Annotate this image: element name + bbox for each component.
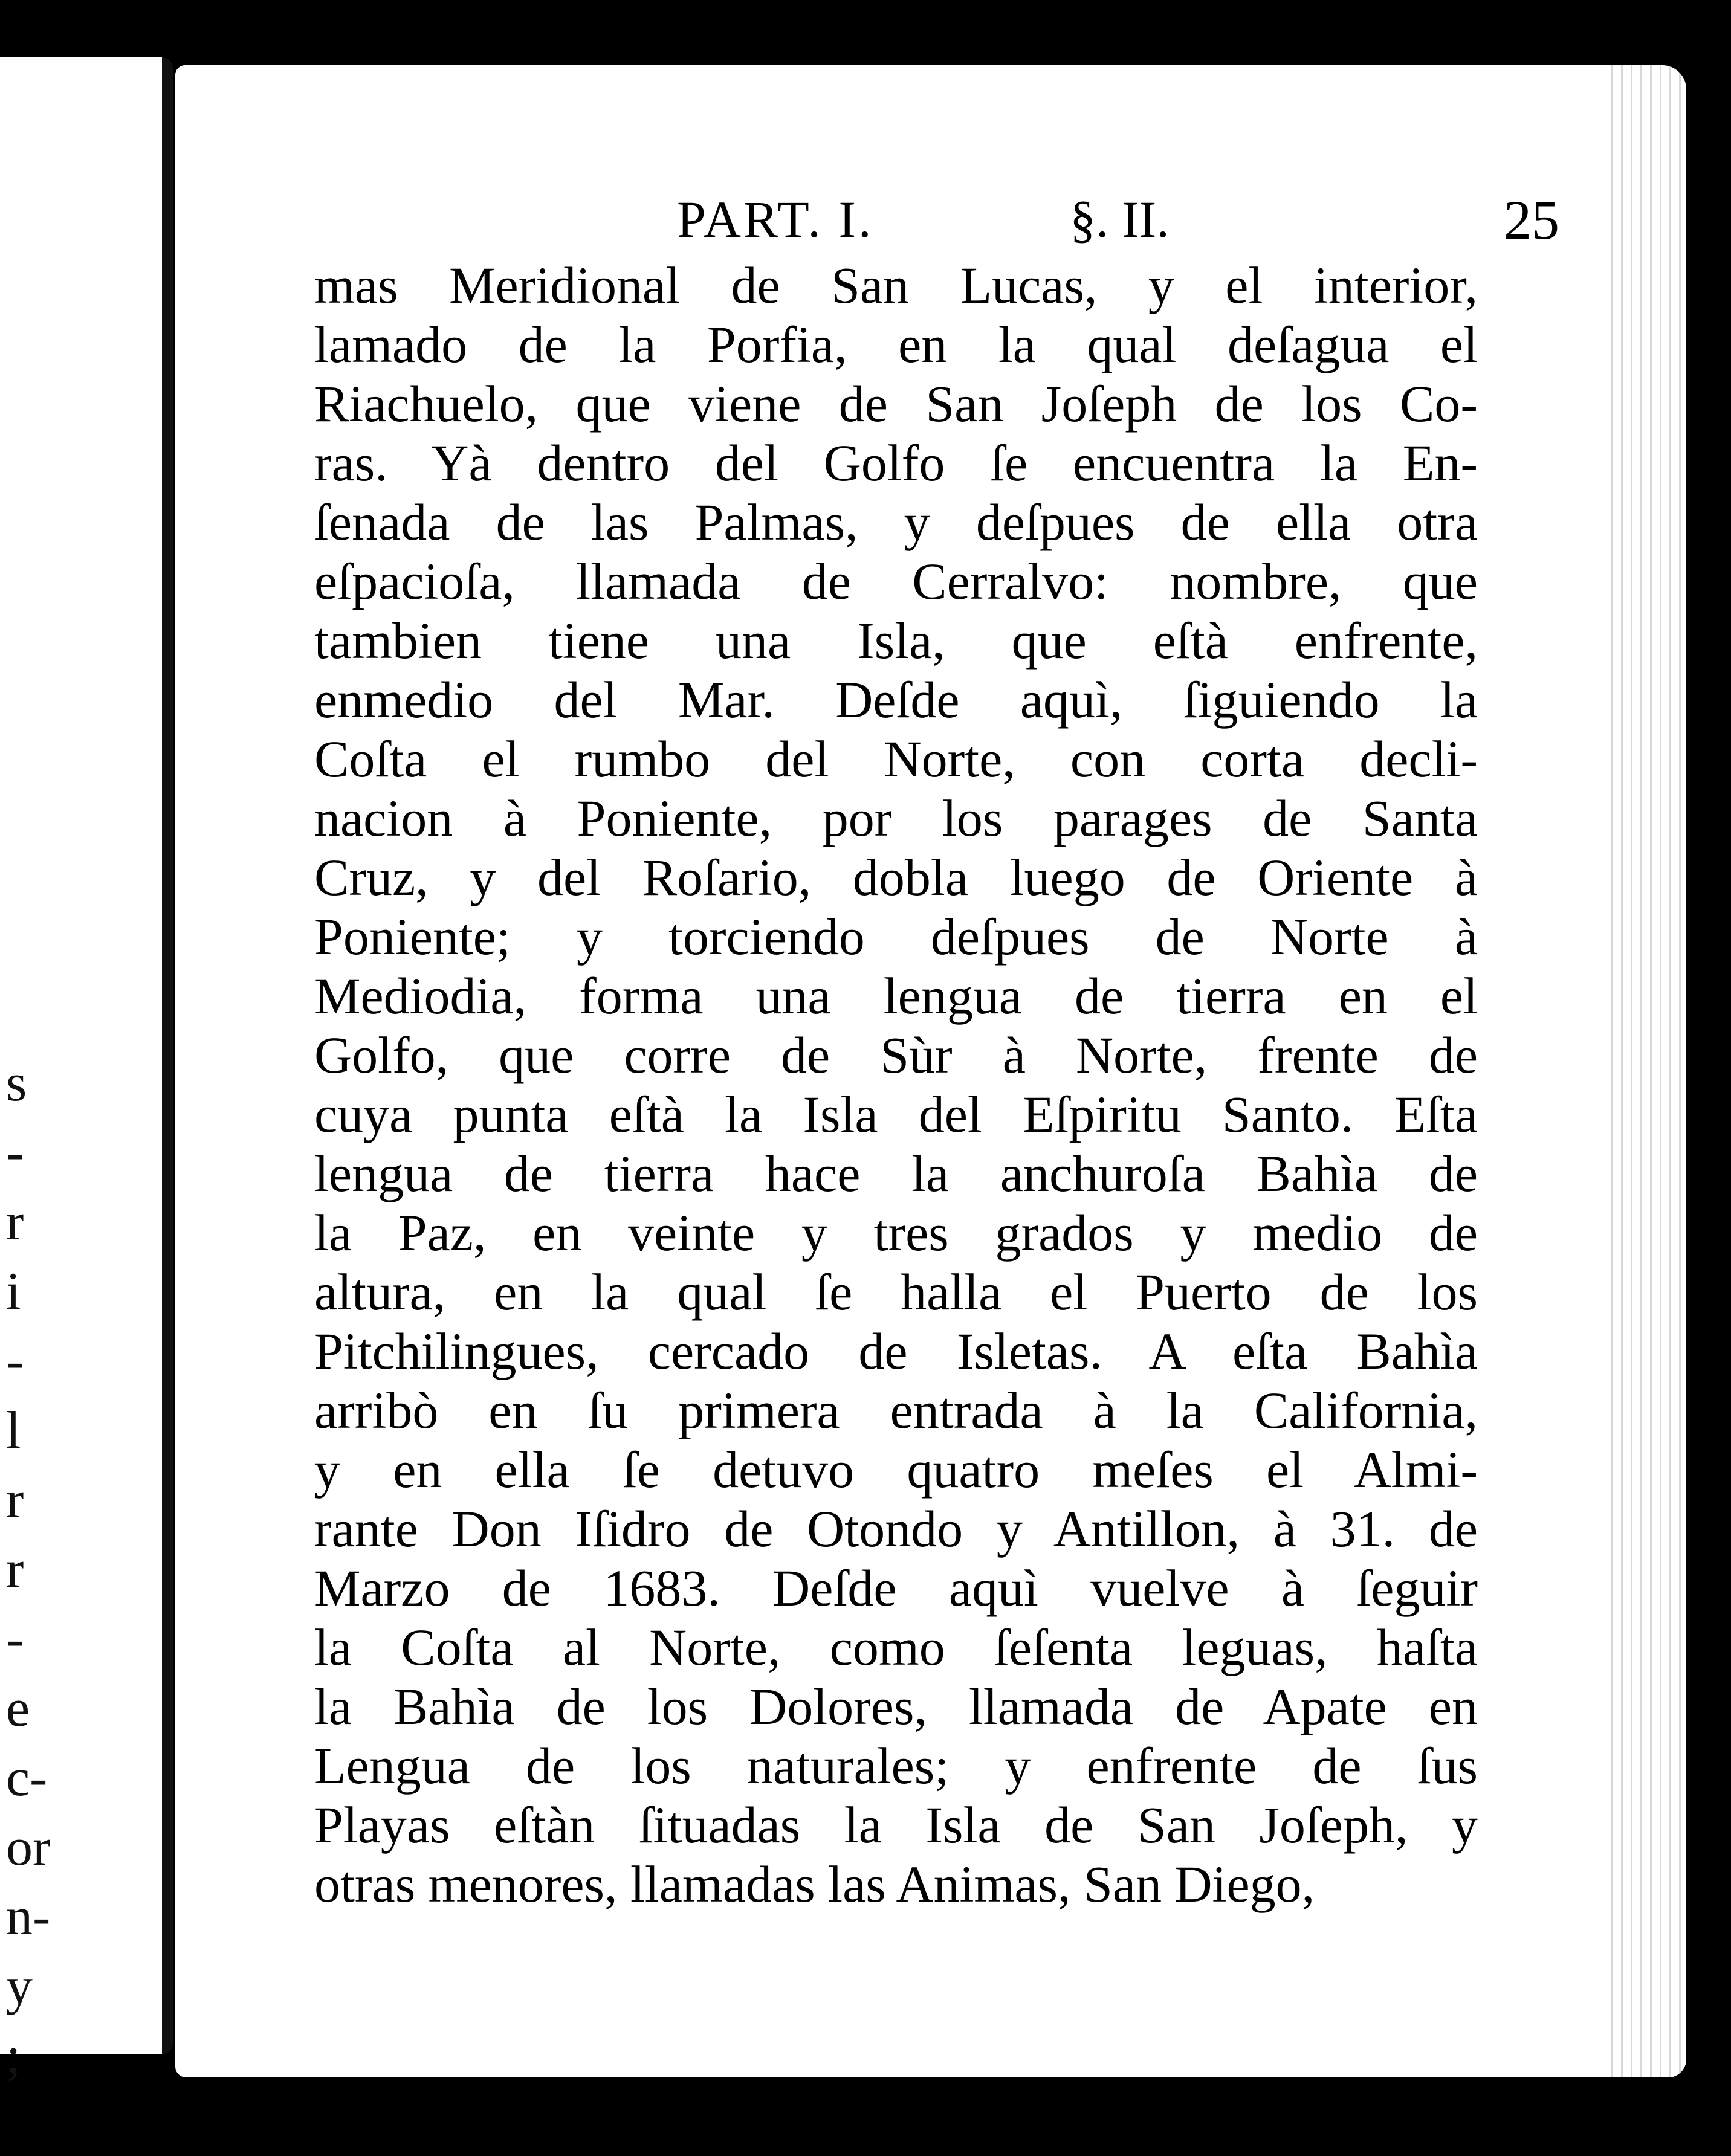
text-line: lengua de tierra hace la anchuroſa Bahìa de bbox=[314, 1144, 1478, 1202]
book-page bbox=[175, 65, 1686, 2131]
text-line: ſenada de las Palmas, y deſpues de ella otra bbox=[314, 493, 1478, 551]
left-fragment: y bbox=[6, 1957, 33, 2016]
text-line: otras menores, llamadas las Animas, San Diego, bbox=[314, 1855, 1315, 1913]
text-line: la Paz, en veinte y tres grados y medio de bbox=[314, 1204, 1478, 1262]
header-section: §. II. bbox=[1070, 190, 1170, 248]
page-fore-edge bbox=[1608, 65, 1686, 2077]
text-line: Coſta el rumbo del Norte, con corta decli- bbox=[314, 730, 1478, 788]
text-line: la Coſta al Norte, como ſeſenta leguas, haſta bbox=[314, 1618, 1478, 1676]
left-fragment: r bbox=[6, 1540, 24, 1599]
text-line: Pitchilingues, cercado de Isletas. A eſta Bahìa bbox=[314, 1322, 1478, 1380]
body-text bbox=[314, 256, 1478, 1914]
left-fragment: e bbox=[6, 1679, 30, 1738]
text-line: Mediodia, forma una lengua de tierra en el bbox=[314, 967, 1478, 1025]
page-number: 25 bbox=[1504, 189, 1559, 251]
text-line: tambien tiene una Isla, que eſtà enfrente, bbox=[314, 612, 1478, 670]
text-line: nacion à Poniente, por los parages de Santa bbox=[314, 789, 1478, 847]
left-fragment: r bbox=[6, 1193, 24, 1251]
signature-mark: D bbox=[846, 2067, 888, 2131]
left-fragment: c- bbox=[6, 1749, 48, 1807]
text-line: altura, en la qual ſe halla el Puerto de los bbox=[314, 1263, 1478, 1321]
header-part: PART. I. bbox=[677, 190, 874, 248]
text-line: enmedio del Mar. Deſde aquì, ſiguiendo la bbox=[314, 671, 1478, 729]
text-line: rante Don Iſidro de Otondo y Antillon, à 31. de bbox=[314, 1500, 1478, 1558]
left-page-fragments bbox=[0, 1048, 60, 2091]
left-fragment: or bbox=[6, 1818, 51, 1877]
volume-label: Tom. I. bbox=[357, 2072, 494, 2127]
text-line: Playas eſtàn ſituadas la Isla de San Joſeph, y bbox=[314, 1796, 1478, 1854]
text-line: Poniente; y torciendo deſpues de Norte à bbox=[314, 908, 1478, 966]
text-line: Cruz, y del Roſario, dobla luego de Oriente à bbox=[314, 848, 1478, 906]
text-line: Riachuelo, que viene de San Joſeph de los Co- bbox=[314, 375, 1478, 433]
page-footer bbox=[357, 2067, 1481, 2138]
text-line: mas Meridional de San Lucas, y el interior, bbox=[314, 256, 1478, 314]
running-header bbox=[677, 177, 1559, 262]
catchword: San- bbox=[1390, 2072, 1481, 2127]
left-fragment: ; bbox=[6, 2027, 21, 2085]
text-line: ras. Yà dentro del Golfo ſe encuentra la En- bbox=[314, 434, 1478, 492]
left-facing-page bbox=[0, 57, 173, 2085]
text-line: Golfo, que corre de Sùr à Norte, frente de bbox=[314, 1026, 1478, 1084]
text-line: Marzo de 1683. Deſde aquì vuelve à ſeguir bbox=[314, 1559, 1478, 1617]
text-line: eſpacioſa, llamada de Cerralvo: nombre, que bbox=[314, 552, 1478, 610]
left-fragment: i bbox=[6, 1262, 21, 1321]
left-fragment: s bbox=[6, 1054, 27, 1112]
left-fragment: - bbox=[6, 1610, 24, 1668]
left-fragment: - bbox=[6, 1332, 24, 1390]
text-line: la Bahìa de los Dolores, llamada de Apate en bbox=[314, 1677, 1478, 1735]
left-fragment: l bbox=[6, 1401, 21, 1460]
text-line: y en ella ſe detuvo quatro meſes el Almi- bbox=[314, 1441, 1478, 1499]
text-line: arribò en ſu primera entrada à la California, bbox=[314, 1381, 1478, 1439]
left-fragment: - bbox=[6, 1123, 24, 1182]
left-fragment: n- bbox=[6, 1888, 51, 1946]
left-fragment: r bbox=[6, 1471, 24, 1529]
text-line: cuya punta eſtà la Isla del Eſpiritu Santo. Eſta bbox=[314, 1085, 1478, 1143]
text-line: Lengua de los naturales; y enfrente de ſus bbox=[314, 1737, 1478, 1795]
text-line: lamado de la Porfia, en la qual deſagua el bbox=[314, 315, 1478, 373]
